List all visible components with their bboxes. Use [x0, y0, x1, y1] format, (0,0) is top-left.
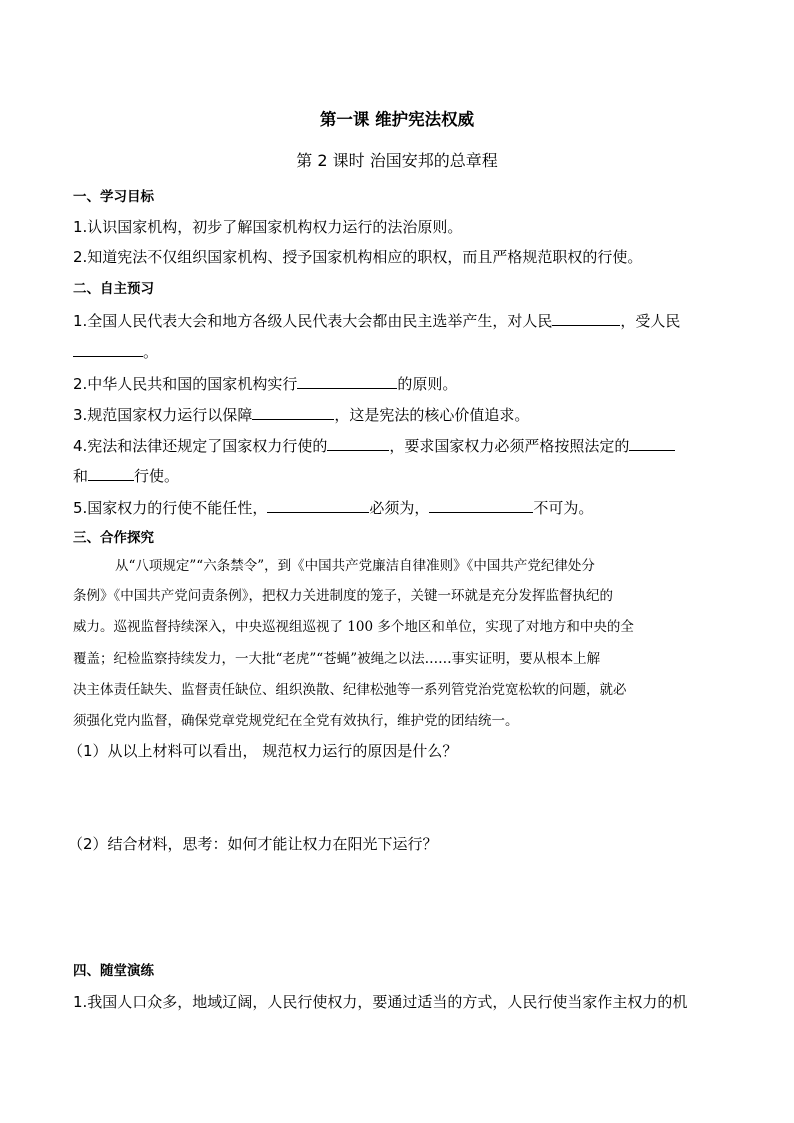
- answer-blank[interactable]: [73, 341, 143, 357]
- answer-blank[interactable]: [88, 465, 134, 481]
- question-text: 的原则。: [397, 375, 458, 393]
- section-heading-inquiry: 三、合作探究: [73, 530, 154, 546]
- inquiry-question-1: （1）从以上材料可以看出， 规范权力运行的原因是什么？: [68, 742, 458, 760]
- question-text: 1.全国人民代表大会和地方各级人民代表大会都由民主选举产生，对人民: [73, 312, 553, 330]
- preview-question-4-continued: [73, 465, 179, 486]
- question-text: 和: [73, 467, 89, 485]
- preview-question-4: [73, 435, 675, 456]
- question-text: ，这是宪法的核心价值追求。: [334, 406, 530, 424]
- material-paragraph-line: 威力。巡视监督持续深入，中央巡视组巡视了 100 多个地区和单位，实现了对地方和中央的全: [73, 619, 634, 635]
- question-text: 2.中华人民共和国的国家机构实行: [73, 375, 298, 393]
- section-heading-preview: 二、自主预习: [73, 281, 154, 297]
- answer-blank[interactable]: [429, 497, 533, 513]
- material-paragraph-line: 决主体责任缺失、监督责任缺位、组织涣散、纪律松弛等一系列管党治党宽松软的问题，就必: [73, 682, 627, 698]
- answer-blank[interactable]: [252, 404, 334, 420]
- answer-blank[interactable]: [629, 435, 675, 451]
- answer-blank[interactable]: [297, 373, 397, 389]
- question-text: 3.规范国家权力运行以保障: [73, 406, 253, 424]
- material-paragraph-line: 覆盖；纪检监察持续发力，一大批“老虎”“苍蝇”被绳之以法……事实证明，要从根本上解: [73, 651, 601, 667]
- question-text: 必须为，: [369, 499, 430, 517]
- section-heading-objectives: 一、学习目标: [73, 189, 154, 205]
- question-text: 。: [143, 343, 159, 361]
- question-text: 5.国家权力的行使不能任性，: [73, 499, 268, 517]
- question-text: 行使。: [134, 467, 180, 485]
- question-text: ，要求国家权力必须严格按照法定的: [389, 437, 630, 455]
- inquiry-question-2: （2）结合材料，思考：如何才能让权力在阳光下运行？: [68, 835, 438, 853]
- material-paragraph-line: 须强化党内监督，确保党章党规党纪在全党有效执行，维护党的团结统一。: [73, 713, 519, 729]
- preview-question-1: [73, 310, 680, 331]
- answer-blank[interactable]: [552, 310, 620, 326]
- section-heading-practice: 四、随堂演练: [73, 963, 154, 979]
- question-text: 不可为。: [533, 499, 594, 517]
- lesson-subtitle: 第 2 课时 治国安邦的总章程: [296, 151, 498, 170]
- question-text: 4.宪法和法律还规定了国家权力行使的: [73, 437, 328, 455]
- objective-item-1: 1.认识国家机构，初步了解国家机构权力运行的法治原则。: [73, 218, 463, 236]
- preview-question-5: [73, 497, 593, 518]
- practice-question-1: 1.我国人口众多，地域辽阔，人民行使权力，要通过适当的方式，人民行使当家作主权力的机: [73, 993, 688, 1011]
- preview-question-2: [73, 373, 457, 394]
- objective-item-2: 2.知道宪法不仅组织国家机构、授予国家机构相应的职权，而且严格规范职权的行使。: [73, 248, 643, 266]
- lesson-title: 第一课 维护宪法权威: [319, 110, 475, 129]
- preview-question-3: [73, 404, 529, 425]
- material-paragraph-line: 从“八项规定”“六条禁令”，到《中国共产党廉洁自律准则》《中国共产党纪律处分: [115, 558, 595, 574]
- preview-question-1-continued: [73, 341, 158, 362]
- material-paragraph-line: 条例》《中国共产党问责条例》，把权力关进制度的笼子，关键一环就是充分发挥监督执纪的: [73, 588, 613, 604]
- question-text: ，受人民: [620, 312, 681, 330]
- answer-blank[interactable]: [327, 435, 389, 451]
- answer-blank[interactable]: [267, 497, 369, 513]
